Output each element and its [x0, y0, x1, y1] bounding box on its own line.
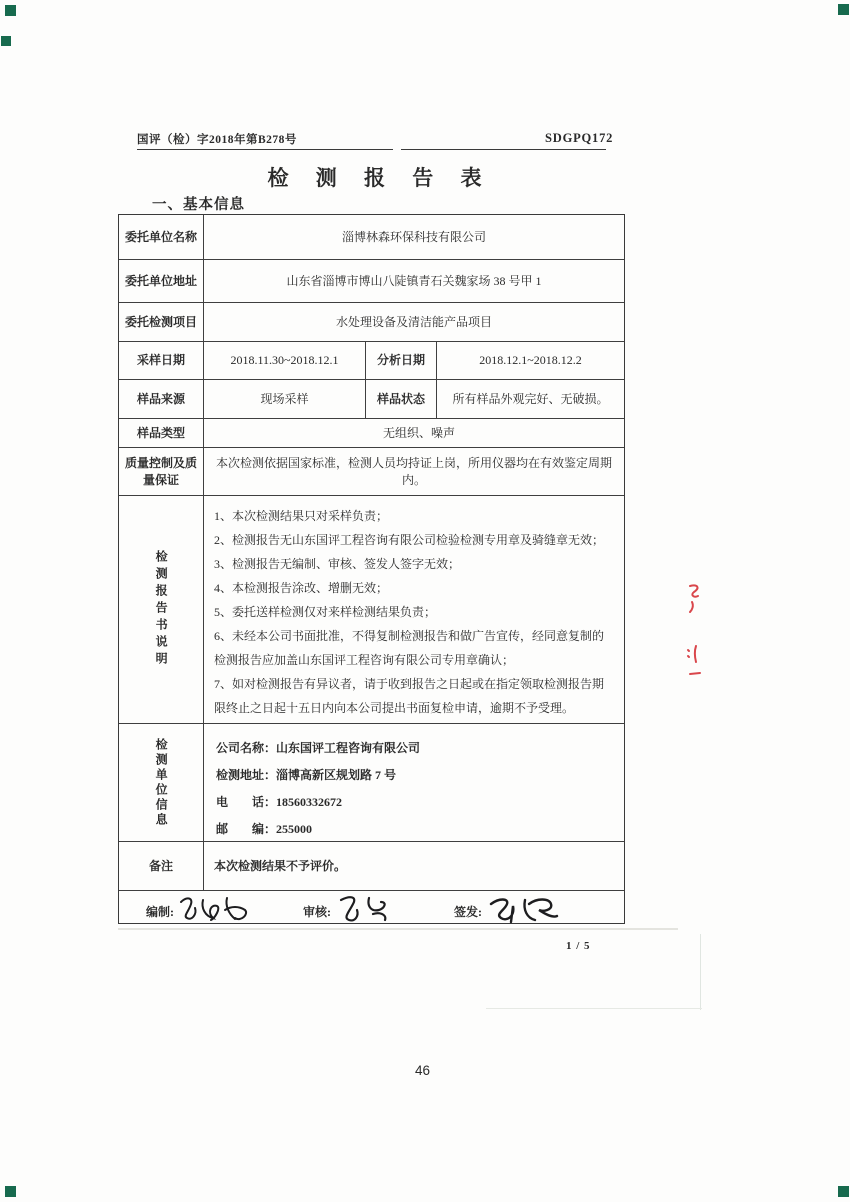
lab-postcode: 邮 编：255000	[216, 822, 313, 836]
sample-state-value: 所有样品外观完好、无破损。	[436, 380, 624, 418]
scan-shadow-line	[118, 928, 678, 930]
lab-address: 检测地址：淄博高新区规划路 7 号	[216, 768, 397, 782]
row-label: 委托检测项目	[124, 314, 197, 329]
lab-company-name: 公司名称：山东国评工程咨询有限公司	[216, 741, 421, 755]
sample-source-value: 现场采样	[203, 380, 365, 418]
row-value: 水处理设备及清洁能产品项目	[203, 303, 624, 341]
table-row-remark	[119, 841, 624, 890]
table-row-quality-control	[119, 447, 624, 495]
green-corner-mark-bottom-left	[5, 1186, 16, 1197]
reviewed-by-signature	[335, 892, 399, 926]
row-value: 山东省淄博市博山八陡镇青石关魏家场 38 号甲 1	[203, 260, 624, 302]
note-item: 5、委托送样检测仅对来样检测结果负责；	[214, 605, 437, 619]
row-label: 样品类型	[136, 425, 185, 440]
scan-artifact-horizontal	[486, 1008, 702, 1009]
row-value: 淄博林森环保科技有限公司	[203, 215, 624, 259]
green-corner-mark-top-right	[838, 4, 849, 15]
issued-by-label: 签发:	[454, 905, 482, 919]
row-label	[119, 724, 203, 841]
lab-info-lines	[203, 724, 624, 841]
table-row-report-notes	[119, 495, 624, 723]
analysis-date-label: 分析日期	[365, 342, 436, 379]
row-label: 质量控制及质量保证	[125, 456, 198, 487]
note-item: 2、检测报告无山东国评工程咨询有限公司检验检测专用章及骑缝章无效；	[214, 533, 605, 547]
row-label: 备注	[148, 858, 173, 873]
table-row-unit-address	[119, 259, 624, 302]
scan-artifact-vertical	[700, 934, 701, 1010]
row-label: 委托单位地址	[124, 273, 197, 288]
row-label: 采样日期	[136, 353, 185, 368]
green-corner-mark-top-left	[5, 5, 16, 16]
table-row-dates	[119, 341, 624, 379]
scan-page-number: 46	[415, 1063, 431, 1078]
header-underline-right	[401, 149, 606, 150]
basic-info-table	[118, 214, 625, 924]
note-item: 3、检测报告无编制、审核、签发人签字无效；	[214, 557, 461, 571]
vertical-label-text: 检测报告书说明	[154, 550, 169, 669]
report-notes-list	[203, 496, 624, 723]
table-row-lab-info	[119, 723, 624, 841]
table-row-project	[119, 302, 624, 341]
issued-by-signature	[485, 892, 561, 926]
green-corner-mark-bottom-right	[838, 1186, 849, 1197]
row-label: 样品来源	[136, 391, 185, 406]
header-underline-left	[137, 149, 393, 150]
note-item: 4、本检测报告涂改、增删无效；	[214, 581, 389, 595]
table-row-unit-name	[119, 215, 624, 259]
document-number: 国评（检）字2018年第B278号	[137, 134, 297, 146]
row-label	[119, 496, 203, 723]
sampling-date-value: 2018.11.30~2018.12.1	[203, 342, 365, 379]
table-row-sample-type	[119, 418, 624, 447]
vertical-label-text: 检测单位信息	[154, 737, 169, 828]
row-value: 本次检测依据国家标准，检测人员均持证上岗，所用仪器均在有效鉴定周期内。	[203, 448, 624, 495]
document-code: SDGPQ172	[545, 131, 614, 145]
prepared-by-signature	[177, 892, 255, 926]
prepared-by-label: 编制:	[146, 905, 174, 919]
section-heading: 一、基本信息	[152, 197, 245, 213]
sample-state-label: 样品状态	[365, 380, 436, 418]
row-label: 委托单位名称	[124, 229, 197, 244]
analysis-date-value: 2018.12.1~2018.12.2	[436, 342, 624, 379]
reviewed-by-label: 审核:	[303, 905, 331, 919]
green-edge-mark-left	[1, 36, 11, 46]
report-page-indicator: 1 / 5	[566, 940, 591, 952]
table-row-sample-source	[119, 379, 624, 418]
table-row-signatures	[119, 890, 624, 925]
note-item: 6、未经本公司书面批准，不得复制检测报告和做广告宣传，经同意复制的检测报告应加盖山东国评工程咨询有限公司专用章确认；	[214, 629, 605, 667]
page-title: 检 测 报 告 表	[267, 166, 493, 190]
row-value: 无组织、噪声	[203, 419, 624, 447]
red-pen-margin-marks	[682, 580, 708, 680]
lab-phone: 电 话：18560332672	[216, 795, 343, 809]
note-item: 7、如对检测报告有异议者，请于收到报告之日起或在指定领取检测报告期限终止之日起十五日内向本公司提出书面复检申请，逾期不予受理。	[214, 677, 605, 715]
row-value: 本次检测结果不予评价。	[203, 842, 624, 890]
note-item: 1、本次检测结果只对采样负责；	[214, 509, 389, 523]
